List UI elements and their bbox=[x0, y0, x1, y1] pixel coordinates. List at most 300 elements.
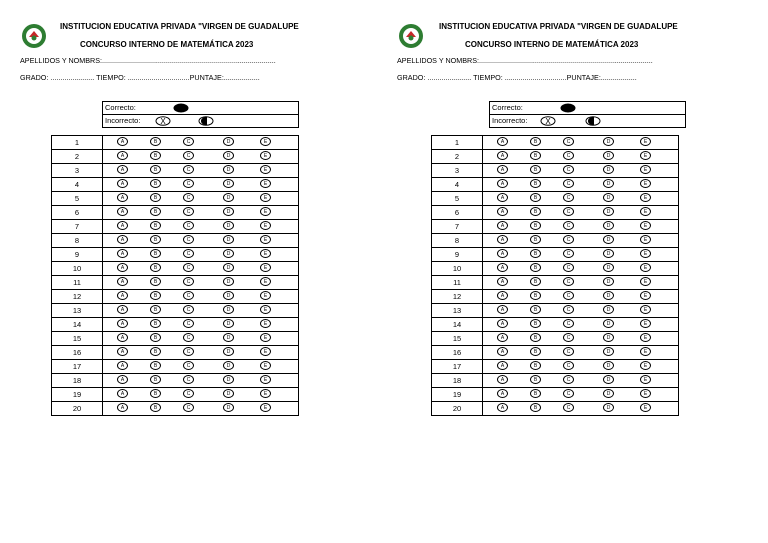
option-bubble-e[interactable]: E bbox=[260, 347, 271, 356]
answer-options bbox=[483, 332, 679, 346]
table-row bbox=[52, 192, 299, 206]
option-bubble-a[interactable]: A bbox=[117, 165, 128, 174]
option-bubble-a[interactable]: A bbox=[117, 305, 128, 314]
option-bubble-a[interactable]: A bbox=[497, 263, 508, 272]
answer-options bbox=[483, 304, 679, 318]
option-bubble-d[interactable]: D bbox=[603, 263, 614, 272]
option-bubble-c[interactable]: C bbox=[183, 375, 194, 384]
option-bubble-a[interactable]: A bbox=[117, 151, 128, 160]
option-bubble-c[interactable]: C bbox=[563, 165, 574, 174]
option-bubble-b[interactable]: B bbox=[530, 179, 541, 188]
option-bubble-b[interactable]: B bbox=[530, 249, 541, 258]
option-bubble-b[interactable]: B bbox=[530, 165, 541, 174]
question-number: 18 bbox=[52, 374, 103, 388]
option-bubble-c[interactable]: C bbox=[563, 291, 574, 300]
option-bubble-b[interactable]: B bbox=[150, 179, 161, 188]
option-bubble-c[interactable]: C bbox=[563, 333, 574, 342]
table-row bbox=[432, 360, 679, 374]
question-number: 13 bbox=[432, 304, 483, 318]
option-bubble-c[interactable]: C bbox=[563, 221, 574, 230]
option-bubble-c[interactable]: C bbox=[183, 305, 194, 314]
option-bubble-a[interactable]: A bbox=[497, 375, 508, 384]
option-bubble-e[interactable]: E bbox=[640, 305, 651, 314]
option-bubble-e[interactable]: E bbox=[260, 221, 271, 230]
option-bubble-d[interactable]: D bbox=[223, 347, 234, 356]
option-bubble-a[interactable]: A bbox=[497, 319, 508, 328]
answer-options bbox=[483, 374, 679, 388]
option-bubble-a[interactable]: A bbox=[497, 361, 508, 370]
answer-options bbox=[103, 374, 299, 388]
option-bubble-c[interactable]: C bbox=[563, 305, 574, 314]
option-bubble-c[interactable]: C bbox=[183, 235, 194, 244]
question-number: 20 bbox=[52, 402, 103, 416]
question-number: 11 bbox=[52, 276, 103, 290]
option-bubble-c[interactable]: C bbox=[183, 221, 194, 230]
option-bubble-c[interactable]: C bbox=[183, 347, 194, 356]
question-number: 7 bbox=[52, 220, 103, 234]
option-bubble-a[interactable]: A bbox=[117, 221, 128, 230]
answer-options bbox=[483, 234, 679, 248]
option-bubble-e[interactable]: E bbox=[260, 333, 271, 342]
table-row bbox=[52, 248, 299, 262]
option-bubble-a[interactable]: A bbox=[117, 333, 128, 342]
option-bubble-c[interactable]: C bbox=[563, 361, 574, 370]
contest-title: CONCURSO INTERNO DE MATEMÁTICA 2023 bbox=[465, 40, 639, 49]
option-bubble-a[interactable]: A bbox=[497, 207, 508, 216]
option-bubble-b[interactable]: B bbox=[530, 235, 541, 244]
option-bubble-c[interactable]: C bbox=[183, 193, 194, 202]
table-row bbox=[52, 234, 299, 248]
answer-options bbox=[103, 388, 299, 402]
option-bubble-d[interactable]: D bbox=[603, 207, 614, 216]
legend-correct-label: Correcto: bbox=[492, 103, 523, 112]
option-bubble-d[interactable]: D bbox=[223, 319, 234, 328]
option-bubble-c[interactable]: C bbox=[183, 333, 194, 342]
option-bubble-d[interactable]: D bbox=[603, 319, 614, 328]
option-bubble-b[interactable]: B bbox=[530, 207, 541, 216]
option-bubble-c[interactable]: C bbox=[183, 291, 194, 300]
legend-incorrect bbox=[490, 114, 685, 127]
table-row bbox=[52, 136, 299, 150]
option-bubble-d[interactable]: D bbox=[223, 221, 234, 230]
answer-options bbox=[483, 192, 679, 206]
option-bubble-d[interactable]: D bbox=[223, 403, 234, 412]
option-bubble-b[interactable]: B bbox=[150, 151, 161, 160]
option-bubble-c[interactable]: C bbox=[563, 249, 574, 258]
option-bubble-c[interactable]: C bbox=[563, 389, 574, 398]
option-bubble-a[interactable]: A bbox=[117, 375, 128, 384]
option-bubble-a[interactable]: A bbox=[117, 249, 128, 258]
option-bubble-c[interactable]: C bbox=[563, 277, 574, 286]
option-bubble-c[interactable]: C bbox=[183, 249, 194, 258]
option-bubble-a[interactable]: A bbox=[117, 235, 128, 244]
grade-time-score-field[interactable]: GRADO: ...................... TIEMPO: ...............................PUNTAJE:.................. bbox=[20, 73, 260, 82]
option-bubble-e[interactable]: E bbox=[640, 403, 651, 412]
option-bubble-d[interactable]: D bbox=[223, 291, 234, 300]
option-bubble-d[interactable]: D bbox=[223, 179, 234, 188]
answer-options bbox=[483, 248, 679, 262]
answer-options bbox=[103, 164, 299, 178]
question-number: 1 bbox=[52, 136, 103, 150]
option-bubble-d[interactable]: D bbox=[603, 221, 614, 230]
table-row bbox=[52, 360, 299, 374]
option-bubble-a[interactable]: A bbox=[497, 151, 508, 160]
option-bubble-d[interactable]: D bbox=[223, 375, 234, 384]
option-bubble-e[interactable]: E bbox=[640, 333, 651, 342]
option-bubble-a[interactable]: A bbox=[497, 291, 508, 300]
option-bubble-c[interactable]: C bbox=[563, 179, 574, 188]
option-bubble-e[interactable]: E bbox=[640, 263, 651, 272]
option-bubble-e[interactable]: E bbox=[260, 179, 271, 188]
option-bubble-a[interactable]: A bbox=[117, 277, 128, 286]
option-bubble-e[interactable]: E bbox=[260, 207, 271, 216]
option-bubble-d[interactable]: D bbox=[223, 137, 234, 146]
option-bubble-d[interactable]: D bbox=[603, 235, 614, 244]
option-bubble-e[interactable]: E bbox=[260, 235, 271, 244]
option-bubble-d[interactable]: D bbox=[603, 403, 614, 412]
question-number: 10 bbox=[432, 262, 483, 276]
option-bubble-b[interactable]: B bbox=[530, 403, 541, 412]
table-row bbox=[52, 206, 299, 220]
option-bubble-c[interactable]: C bbox=[563, 319, 574, 328]
option-bubble-e[interactable]: E bbox=[640, 207, 651, 216]
option-bubble-b[interactable]: B bbox=[150, 291, 161, 300]
question-number: 2 bbox=[52, 150, 103, 164]
option-bubble-e[interactable]: E bbox=[260, 137, 271, 146]
answer-options bbox=[103, 220, 299, 234]
crossed-bubble-icon bbox=[540, 116, 556, 130]
option-bubble-b[interactable]: B bbox=[530, 291, 541, 300]
option-bubble-b[interactable]: B bbox=[150, 305, 161, 314]
svg-text:X: X bbox=[545, 117, 551, 126]
option-bubble-a[interactable]: A bbox=[497, 403, 508, 412]
option-bubble-c[interactable]: C bbox=[563, 207, 574, 216]
option-bubble-e[interactable]: E bbox=[260, 305, 271, 314]
option-bubble-d[interactable]: D bbox=[603, 193, 614, 202]
answer-options bbox=[103, 346, 299, 360]
table-row bbox=[52, 220, 299, 234]
option-bubble-c[interactable]: C bbox=[563, 137, 574, 146]
table-row bbox=[432, 318, 679, 332]
answer-options bbox=[483, 276, 679, 290]
option-bubble-b[interactable]: B bbox=[530, 305, 541, 314]
option-bubble-c[interactable]: C bbox=[183, 277, 194, 286]
grade-time-score-field[interactable]: GRADO: ...................... TIEMPO: ...............................PUNTAJE:.................. bbox=[397, 73, 637, 82]
option-bubble-d[interactable]: D bbox=[223, 151, 234, 160]
option-bubble-e[interactable]: E bbox=[640, 375, 651, 384]
option-bubble-d[interactable]: D bbox=[223, 165, 234, 174]
option-bubble-b[interactable]: B bbox=[150, 375, 161, 384]
option-bubble-c[interactable]: C bbox=[563, 151, 574, 160]
table-row bbox=[432, 332, 679, 346]
option-bubble-e[interactable]: E bbox=[260, 403, 271, 412]
question-number: 10 bbox=[52, 262, 103, 276]
option-bubble-b[interactable]: B bbox=[530, 389, 541, 398]
option-bubble-d[interactable]: D bbox=[603, 347, 614, 356]
option-bubble-e[interactable]: E bbox=[260, 263, 271, 272]
option-bubble-d[interactable]: D bbox=[603, 277, 614, 286]
option-bubble-b[interactable]: B bbox=[530, 333, 541, 342]
option-bubble-b[interactable]: B bbox=[530, 319, 541, 328]
option-bubble-b[interactable]: B bbox=[150, 389, 161, 398]
option-bubble-d[interactable]: D bbox=[603, 291, 614, 300]
option-bubble-d[interactable]: D bbox=[223, 193, 234, 202]
option-bubble-b[interactable]: B bbox=[150, 319, 161, 328]
option-bubble-a[interactable]: A bbox=[497, 193, 508, 202]
question-number: 3 bbox=[432, 164, 483, 178]
question-number: 9 bbox=[432, 248, 483, 262]
option-bubble-a[interactable]: A bbox=[117, 137, 128, 146]
table-row bbox=[432, 136, 679, 150]
legend-incorrect-label: Incorrecto: bbox=[492, 116, 528, 125]
option-bubble-d[interactable]: D bbox=[223, 333, 234, 342]
option-bubble-e[interactable]: E bbox=[640, 235, 651, 244]
option-bubble-c[interactable]: C bbox=[183, 137, 194, 146]
option-bubble-e[interactable]: E bbox=[640, 277, 651, 286]
option-bubble-c[interactable]: C bbox=[183, 361, 194, 370]
table-row bbox=[52, 388, 299, 402]
option-bubble-a[interactable]: A bbox=[497, 165, 508, 174]
option-bubble-b[interactable]: B bbox=[150, 333, 161, 342]
answer-options bbox=[103, 234, 299, 248]
option-bubble-e[interactable]: E bbox=[640, 347, 651, 356]
option-bubble-b[interactable]: B bbox=[150, 403, 161, 412]
option-bubble-a[interactable]: A bbox=[117, 179, 128, 188]
option-bubble-b[interactable]: B bbox=[150, 137, 161, 146]
option-bubble-a[interactable]: A bbox=[117, 193, 128, 202]
option-bubble-b[interactable]: B bbox=[530, 151, 541, 160]
answer-options bbox=[483, 262, 679, 276]
option-bubble-a[interactable]: A bbox=[497, 305, 508, 314]
option-bubble-e[interactable]: E bbox=[260, 389, 271, 398]
option-bubble-d[interactable]: D bbox=[223, 305, 234, 314]
answer-options bbox=[483, 164, 679, 178]
question-number: 18 bbox=[432, 374, 483, 388]
option-bubble-c[interactable]: C bbox=[563, 403, 574, 412]
option-bubble-e[interactable]: E bbox=[640, 193, 651, 202]
answer-grid bbox=[51, 135, 299, 416]
option-bubble-d[interactable]: D bbox=[603, 165, 614, 174]
option-bubble-b[interactable]: B bbox=[530, 277, 541, 286]
option-bubble-d[interactable]: D bbox=[603, 179, 614, 188]
option-bubble-e[interactable]: E bbox=[260, 277, 271, 286]
option-bubble-b[interactable]: B bbox=[530, 137, 541, 146]
option-bubble-d[interactable]: D bbox=[603, 305, 614, 314]
answer-options bbox=[103, 290, 299, 304]
option-bubble-b[interactable]: B bbox=[150, 207, 161, 216]
option-bubble-a[interactable]: A bbox=[497, 347, 508, 356]
table-row bbox=[52, 262, 299, 276]
option-bubble-d[interactable]: D bbox=[223, 249, 234, 258]
option-bubble-b[interactable]: B bbox=[150, 221, 161, 230]
table-row bbox=[432, 290, 679, 304]
option-bubble-d[interactable]: D bbox=[223, 389, 234, 398]
option-bubble-c[interactable]: C bbox=[563, 375, 574, 384]
option-bubble-c[interactable]: C bbox=[183, 319, 194, 328]
option-bubble-b[interactable]: B bbox=[150, 263, 161, 272]
option-bubble-c[interactable]: C bbox=[183, 207, 194, 216]
answer-options bbox=[103, 304, 299, 318]
option-bubble-a[interactable]: A bbox=[497, 179, 508, 188]
option-bubble-a[interactable]: A bbox=[117, 347, 128, 356]
option-bubble-b[interactable]: B bbox=[530, 375, 541, 384]
answer-options bbox=[103, 206, 299, 220]
option-bubble-d[interactable]: D bbox=[223, 235, 234, 244]
question-number: 19 bbox=[52, 388, 103, 402]
option-bubble-e[interactable]: E bbox=[260, 165, 271, 174]
option-bubble-e[interactable]: E bbox=[640, 179, 651, 188]
option-bubble-b[interactable]: B bbox=[530, 347, 541, 356]
question-number: 8 bbox=[432, 234, 483, 248]
option-bubble-c[interactable]: C bbox=[183, 389, 194, 398]
option-bubble-e[interactable]: E bbox=[260, 249, 271, 258]
question-number: 19 bbox=[432, 388, 483, 402]
school-title: INSTITUCION EDUCATIVA PRIVADA "VIRGEN DE GUADALUPE bbox=[439, 22, 678, 31]
option-bubble-a[interactable]: A bbox=[497, 249, 508, 258]
option-bubble-e[interactable]: E bbox=[260, 193, 271, 202]
option-bubble-e[interactable]: E bbox=[260, 151, 271, 160]
option-bubble-a[interactable]: A bbox=[117, 361, 128, 370]
option-bubble-b[interactable]: B bbox=[150, 347, 161, 356]
option-bubble-c[interactable]: C bbox=[183, 179, 194, 188]
question-number: 2 bbox=[432, 150, 483, 164]
table-row bbox=[52, 178, 299, 192]
table-row bbox=[432, 178, 679, 192]
option-bubble-b[interactable]: B bbox=[150, 235, 161, 244]
option-bubble-d[interactable]: D bbox=[223, 277, 234, 286]
answer-sheet-right bbox=[397, 0, 727, 430]
option-bubble-e[interactable]: E bbox=[640, 389, 651, 398]
option-bubble-d[interactable]: D bbox=[603, 375, 614, 384]
table-row bbox=[52, 402, 299, 416]
option-bubble-c[interactable]: C bbox=[183, 151, 194, 160]
option-bubble-c[interactable]: C bbox=[183, 165, 194, 174]
option-bubble-c[interactable]: C bbox=[563, 263, 574, 272]
option-bubble-d[interactable]: D bbox=[223, 263, 234, 272]
option-bubble-b[interactable]: B bbox=[530, 263, 541, 272]
table-row bbox=[432, 276, 679, 290]
answer-options bbox=[483, 388, 679, 402]
question-number: 17 bbox=[432, 360, 483, 374]
legend-box bbox=[489, 101, 686, 128]
option-bubble-c[interactable]: C bbox=[563, 193, 574, 202]
answer-options bbox=[103, 262, 299, 276]
option-bubble-e[interactable]: E bbox=[260, 291, 271, 300]
table-row bbox=[432, 220, 679, 234]
option-bubble-e[interactable]: E bbox=[640, 137, 651, 146]
question-number: 14 bbox=[52, 318, 103, 332]
answer-options bbox=[103, 360, 299, 374]
option-bubble-b[interactable]: B bbox=[530, 361, 541, 370]
option-bubble-b[interactable]: B bbox=[150, 249, 161, 258]
table-row bbox=[52, 374, 299, 388]
option-bubble-a[interactable]: A bbox=[497, 333, 508, 342]
option-bubble-a[interactable]: A bbox=[497, 221, 508, 230]
option-bubble-a[interactable]: A bbox=[117, 319, 128, 328]
option-bubble-e[interactable]: E bbox=[260, 319, 271, 328]
answer-options bbox=[483, 178, 679, 192]
option-bubble-b[interactable]: B bbox=[530, 193, 541, 202]
contest-title: CONCURSO INTERNO DE MATEMÁTICA 2023 bbox=[80, 40, 254, 49]
answer-options bbox=[103, 318, 299, 332]
option-bubble-b[interactable]: B bbox=[150, 193, 161, 202]
option-bubble-a[interactable]: A bbox=[497, 389, 508, 398]
answer-options bbox=[103, 178, 299, 192]
answer-grid bbox=[431, 135, 679, 416]
option-bubble-e[interactable]: E bbox=[640, 319, 651, 328]
svg-text:X: X bbox=[160, 117, 166, 126]
table-row bbox=[432, 248, 679, 262]
answer-options bbox=[483, 150, 679, 164]
option-bubble-a[interactable]: A bbox=[117, 207, 128, 216]
option-bubble-a[interactable]: A bbox=[117, 291, 128, 300]
school-logo-icon bbox=[20, 22, 48, 50]
option-bubble-e[interactable]: E bbox=[260, 375, 271, 384]
option-bubble-e[interactable]: E bbox=[640, 249, 651, 258]
table-row bbox=[432, 262, 679, 276]
question-number: 14 bbox=[432, 318, 483, 332]
table-row bbox=[432, 164, 679, 178]
question-number: 16 bbox=[52, 346, 103, 360]
option-bubble-d[interactable]: D bbox=[603, 137, 614, 146]
option-bubble-e[interactable]: E bbox=[640, 165, 651, 174]
table-row bbox=[52, 318, 299, 332]
option-bubble-d[interactable]: D bbox=[603, 361, 614, 370]
option-bubble-e[interactable]: E bbox=[640, 361, 651, 370]
question-number: 15 bbox=[52, 332, 103, 346]
option-bubble-c[interactable]: C bbox=[563, 347, 574, 356]
option-bubble-b[interactable]: B bbox=[150, 165, 161, 174]
option-bubble-d[interactable]: D bbox=[603, 389, 614, 398]
option-bubble-b[interactable]: B bbox=[150, 277, 161, 286]
question-number: 5 bbox=[52, 192, 103, 206]
names-field[interactable]: APELLIDOS Y NOMBRS:....................................................................................... bbox=[397, 56, 653, 65]
legend-correct bbox=[490, 102, 685, 114]
option-bubble-d[interactable]: D bbox=[603, 333, 614, 342]
option-bubble-d[interactable]: D bbox=[603, 249, 614, 258]
option-bubble-d[interactable]: D bbox=[603, 151, 614, 160]
option-bubble-d[interactable]: D bbox=[223, 207, 234, 216]
option-bubble-c[interactable]: C bbox=[563, 235, 574, 244]
option-bubble-a[interactable]: A bbox=[117, 403, 128, 412]
option-bubble-b[interactable]: B bbox=[530, 221, 541, 230]
option-bubble-a[interactable]: A bbox=[117, 389, 128, 398]
question-number: 6 bbox=[52, 206, 103, 220]
legend-correct-label: Correcto: bbox=[105, 103, 136, 112]
option-bubble-c[interactable]: C bbox=[183, 403, 194, 412]
answer-options bbox=[483, 290, 679, 304]
question-number: 4 bbox=[432, 178, 483, 192]
table-row bbox=[432, 304, 679, 318]
table-row bbox=[52, 346, 299, 360]
table-row bbox=[432, 402, 679, 416]
option-bubble-d[interactable]: D bbox=[223, 361, 234, 370]
names-field[interactable]: APELLIDOS Y NOMBRS:....................................................................................... bbox=[20, 56, 276, 65]
option-bubble-a[interactable]: A bbox=[117, 263, 128, 272]
option-bubble-b[interactable]: B bbox=[150, 361, 161, 370]
answer-options bbox=[483, 318, 679, 332]
option-bubble-e[interactable]: E bbox=[260, 361, 271, 370]
option-bubble-e[interactable]: E bbox=[640, 291, 651, 300]
option-bubble-c[interactable]: C bbox=[183, 263, 194, 272]
option-bubble-e[interactable]: E bbox=[640, 221, 651, 230]
option-bubble-a[interactable]: A bbox=[497, 137, 508, 146]
option-bubble-a[interactable]: A bbox=[497, 235, 508, 244]
option-bubble-e[interactable]: E bbox=[640, 151, 651, 160]
answer-options bbox=[483, 402, 679, 416]
half-filled-bubble-icon bbox=[198, 116, 214, 130]
option-bubble-a[interactable]: A bbox=[497, 277, 508, 286]
